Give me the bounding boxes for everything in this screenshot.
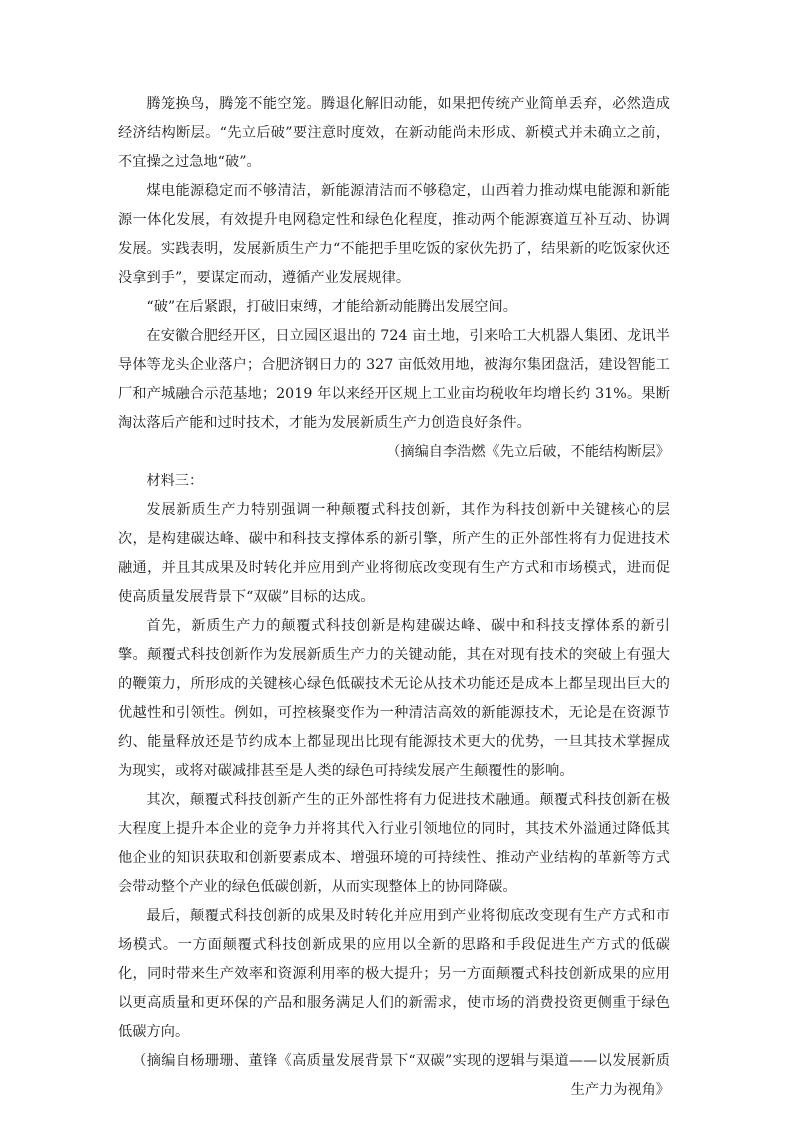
document-body bbox=[118, 90, 670, 1105]
paragraph-6: 首先，新质生产力的颠覆式科技创新是构建碳达峰、碳中和科技支撑体系的新引擎。颠覆式科技创新作为发展新质生产力的关键动能，其在对现有技术的突破上有强大的鞭策力，所形成的关键核心绿色低碳技术无论从技术功能还是成本上都呈现出巨大的优越性和引领性。例如，可控核聚变作为一种清洁高效的新能源技术，无论是在资源节约、能量释放还是节约成本上都显现出比现有能源技术更大的优势，一旦其技术掌握成为现实，或将对碳减排甚至是人类的绿色可持续发展产生颠覆性的影响。 bbox=[118, 618, 670, 779]
source-citation-2: （摘编自杨珊珊、董锋《高质量发展背景下“双碳”实现的逻辑与渠道——以发展新质生产力为视角》 bbox=[132, 1053, 670, 1098]
paragraph-8: 最后，颠覆式科技创新的成果及时转化并应用到产业将彻底改变现有生产方式和市场模式。一方面颠覆式科技创新成果的应用以全新的思路和手段促进生产方式的低碳化，同时带来生产效率和资源利用率的极大提升；另一方面颠覆式科技创新成果的应用以更高质量和更环保的产品和服务满足人们的新需求，使市场的消费投资更侧重于绿色低碳方向。 bbox=[118, 908, 670, 1040]
source-citation-1: （摘编自李浩燃《先立后破，不能结构断层》 bbox=[386, 444, 670, 460]
paragraph-2: 煤电能源稳定而不够清洁，新能源清洁而不够稳定，山西着力推动煤电能源和新能源一体化发展，有效提升电网稳定性和绿色化程度，推动两个能源赛道互补互动、协调发展。实践表明，发展新质生产力“不能把手里吃饭的家伙先扔了，结果新的吃饭家伙还没拿到手”，要谋定而动，遵循产业发展规律。 bbox=[118, 183, 670, 286]
material-three-heading: 材料三： bbox=[146, 473, 204, 489]
paragraph-5: 发展新质生产力特别强调一种颠覆式科技创新，其作为科技创新中关键核心的层次，是构建碳达峰、碳中和科技支撑体系的新引擎，所产生的正外部性将有力促进技术融通，并且其成果及时转化并应用到产业将彻底改变现有生产方式和市场模式，进而促使高质量发展背景下“双碳”目标的达成。 bbox=[118, 502, 670, 605]
paragraph-1: 腾笼换鸟，腾笼不能空笼。腾退化解旧动能，如果把传统产业简单丢弃，必然造成经济结构断层。“先立后破”要注意时度效，在新动能尚未形成、新模式并未确立之前，不宜操之过急地“破”。 bbox=[118, 96, 670, 170]
paragraph-4: 在安徽合肥经开区，日立园区退出的 724 亩土地，引来哈工大机器人集团、龙讯半导体等龙头企业落户；合肥济钢日力的 327 亩低效用地，被海尔集团盘活，建设智能工厂和产城融合示范基地；2019 年以来经开区规上工业亩均税收年均增长约 31%。果断淘汰落后产能和过时技术，才能为发展新质生产力创造良好条件。 bbox=[118, 328, 670, 431]
paragraph-3: “破”在后紧跟，打破旧束缚，才能给新动能腾出发展空间。 bbox=[146, 299, 517, 315]
paragraph-7: 其次，颠覆式科技创新产生的正外部性将有力促进技术融通。颠覆式科技创新在极大程度上提升本企业的竞争力并将其代入行业引领地位的同时，其技术外溢通过降低其他企业的知识获取和创新要素成本、增强环境的可持续性、推动产业结构的革新等方式会带动整个产业的绿色低碳创新，从而实现整体上的协同降碳。 bbox=[118, 792, 670, 895]
